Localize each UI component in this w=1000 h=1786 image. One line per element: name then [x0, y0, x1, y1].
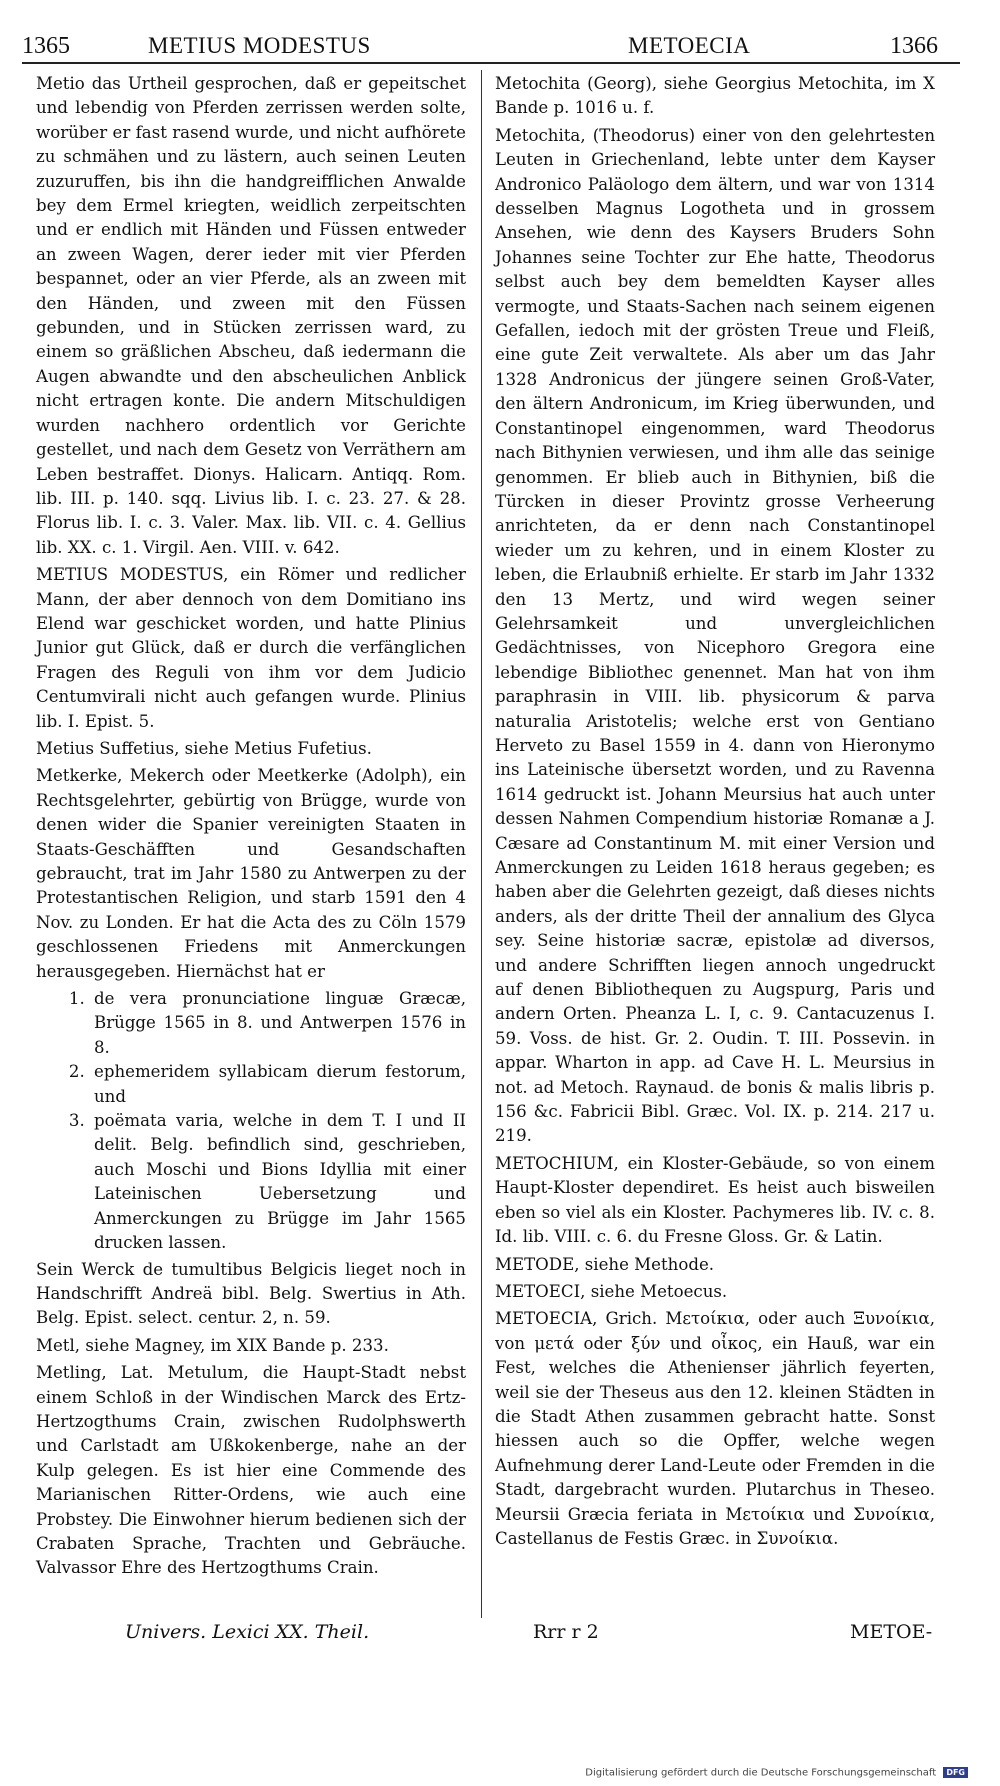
works-list-item: 3. poëmata varia, welche in dem T. I und II delit. Belg. befindlich sind, geschrieben, auch Moschi und Bions Idyllia mit einer Lateinischen Uebersetzung und Anmerckungen zu Brügge im Jahr 1565 drucken lassen.: [90, 1109, 466, 1255]
entry-metius-modestus: METIUS MODESTUS, ein Römer und redlicher Mann, der aber dennoch von dem Domitiano ins Elend war geschicket worden, und hatte Plinius Junior gut Glück, daß er durch die verfänglichen Fragen des Reguli von ihm vor dem Judicio Centumvirali nicht auch gefangen wurde. Plinius lib. I. Epist. 5.: [36, 565, 466, 731]
entry-metius-fufetius-end: Metio das Urtheil gesprochen, daß er gepeitschet und lebendig von Pferden zerrissen werden solte, worüber er fast rasend wurde, und nicht aufhörete zu schmähen und zu lästern, auch seinen Leuten zuzuruffen, bis ihn die handgreifflichen Anwalde bey dem Ermel kriegten, weidlich zerpeitschten und er endlich mit Händen und Füssen entweder an zween Wagen, derer ieder mit vier Pferden bespannet, oder an vier Pferde, als an zween mit den Händen, und zween mit den Füssen gebunden, und in Stücken zerrissen ward, zu einem so gräßlichen Abscheu, daß iedermann die Augen abwandte und den abscheulichen Anblick nicht ertragen konte. Die andern Mitschuldigen wurden nachhero ordentlich vor Gerichte gestellet, und nach dem Gesetz von Verräthern am Leben bestraffet. Dionys. Halicarn. Antiqq. Rom. lib. III. p. 140. sqq. Livius lib. I. c. 23. 27. & 28. Florus lib. I. c. 3. Valer. Max. lib. VII. c. 4. Gellius lib. XX. c. 1. Virgil. Aen. VIII. v. 642.: [36, 74, 466, 557]
footer-catchword: METOE-: [850, 1621, 933, 1643]
works-list: [36, 987, 466, 1255]
left-column: [36, 72, 466, 1584]
works-list-item: 1. de vera pronunciatione linguæ Græcæ, Brügge 1565 in 8. und Antwerpen 1576 in 8.: [90, 987, 466, 1060]
entry-metode: METODE, siehe Methode.: [495, 1254, 715, 1274]
running-head-right: METOECIA: [628, 33, 751, 58]
entry-metochita-theodorus: Metochita, (Theodorus) einer von den gelehrtesten Leuten in Griechenland, lebte unter dem Kayser Andronico Paläologo dem ältern, und war von 1314 desselben Magnus Logotheta und in grossem Ansehen, wie denn des Kaysers Bruders Sohn Johannes seine Tochter zur Ehe hatte, Theodorus selbst auch bey dem bemeldten Kayser alles vermogte, und Staats-Sachen nach seinem eigenen Gefallen, iedoch mit der grösten Treue und Fleiß, eine gute Zeit verwaltete. Als aber um das Jahr 1328 Andronicus der jüngere seinen Groß-Vater, den ältern Andronicum, im Krieg überwunden, und Constantinopel eingenommen, ward Theodorus nach Bithynien verwiesen, und ihm alle das seinige genommen. Er blieb auch in Bithynien, biß die Türcken in dieser Provintz grosse Verheerung anrichteten, da er denn nach Constantinopel wieder um zu kehren, und in einem Kloster zu leben, die Erlaubniß erhielte. Er starb im Jahr 1332 den 13 Mertz, und wird wegen seiner Gelehrsamkeit und unvergleichlichen Gedächtnisses, von Nicephoro Gregora eine lebendige Bibliothec genennet. Man hat von ihm paraphrasin in VIII. lib. physicorum & parva naturalia Aristotelis; welche erst von Gentiano Herveto zu Basel 1559 in 4. dann von Hieronymo ins Lateinische übersetzt worden, und zu Ravenna 1614 gedruckt ist. Johann Meursius hat auch unter dessen Nahmen Compendium historiæ Romanæ a J. Cæsare ad Constantinum M. mit einer Version und Anmerckungen zu Leiden 1618 heraus gegeben; es haben aber die Gelehrten gezeigt, daß dieses nichts anders, als der dritte Theil der annalium des Glyca sey. Seine historiæ sacræ, epistolæ ad diversos, und andere Schrifften liegen annoch ungedruckt auf denen Bibliothequen zu Augspurg, Paris und andern Orten. Pheanza L. I, c. 9. Cantacuzenus I. 59. Voss. de hist. Gr. 2. Oudin. T. III. Possevin. in appar. Wharton in app. ad Cave H. L. Meursius in not. ad Metoch. Raynaud. de bonis & malis libris p. 156 &c. Fabricii Bibl. Græc. Vol. IX. p. 214. 217 u. 219.: [495, 125, 935, 1146]
entry-metkerke: Metkerke, Mekerch oder Meetkerke (Adolph), ein Rechtsgelehrter, gebürtig von Brügge, wurde von denen wider die Spanier vereinigten Staaten in Staats-Geschäfften und Gesandschaften gebraucht, trat im Jahr 1580 zu Antwerpen zu der Protestantischen Religion, und starb 1591 den 4 Nov. zu Londen. Er hat die Acta des zu Cöln 1579 geschlossenen Friedens mit Anmerckungen herausgegeben. Hiernächst hat er: [36, 766, 466, 981]
digitization-credit: [585, 1767, 968, 1779]
entry-metius-suffetius: Metius Suffetius, siehe Metius Fufetius.: [36, 738, 372, 758]
entry-metling: Metling, Lat. Metulum, die Haupt-Stadt nebst einem Schloß in der Windischen Marck des Ertz-Hertzogthums Crain, zwischen Rudolphswerth und Carlstadt am Ußkokenberge, nahe an der Kulp gelegen. Es ist hier eine Commende des Marianischen Ritter-Ordens, wie auch eine Probstey. Die Einwohner hierum bedienen sich der Crabaten Sprache, Trachten und Gebräuche. Valvassor Ehre des Hertzogthums Crain.: [36, 1363, 466, 1578]
entry-metkerke-continued: Sein Werck de tumultibus Belgicis lieget noch in Handschrifft Andreä bibl. Belg. Swertius in Ath. Belg. Epist. select. centur. 2, n. 59.: [36, 1259, 466, 1328]
footer-volume-title: Univers. Lexici XX. Theil.: [125, 1621, 370, 1643]
entry-metochita-georg: Metochita (Georg), siehe Georgius Metochita, im X Bande p. 1016 u. f.: [495, 74, 935, 118]
column-divider: [481, 70, 482, 1618]
header-rule: [22, 62, 960, 64]
dfg-logo: DFG: [943, 1767, 968, 1778]
entry-metochium: METOCHIUM, ein Kloster-Gebäude, so von einem Haupt-Kloster dependiret. Es heist auch bisweilen eben so viel als ein Kloster. Pachymeres lib. IV. c. 8. Id. lib. VIII. c. 6. du Fresne Gloss. Gr. & Latin.: [495, 1153, 935, 1247]
page-number-right: 1366: [890, 33, 938, 59]
right-column: [495, 72, 935, 1554]
footer-signature-mark: Rrr r 2: [533, 1621, 599, 1643]
running-head-left: METIUS MODESTUS: [148, 33, 371, 58]
page-number-left: 1365: [22, 33, 70, 59]
entry-metl: Metl, siehe Magney, im XIX Bande p. 233.: [36, 1335, 389, 1355]
digitization-credit-text: Digitalisierung gefördert durch die Deutsche Forschungsgemeinschaft: [585, 1767, 937, 1778]
works-list-item: 2. ephemeridem syllabicam dierum festorum, und: [90, 1060, 466, 1109]
entry-metoecia: METOECIA, Grich. Μετοίκια, oder auch Ξυνοίκια, von μετά oder ξύν und οἶκος, ein Hauß, war ein Fest, welches die Athenienser jährlich feyerten, weil sie der Theseus aus den 12. kleinen Städten in die Stadt Athen zusammen gebracht hatte. Sonst hiessen auch so die Opffer, welche wegen Aufnehmung derer Land-Leute oder Fremden in die Stadt, dargebracht wurden. Plutarchus in Theseo. Meursii Græcia feriata in Μετοίκια und Συνοίκια, Castellanus de Festis Græc. in Συνοίκια.: [495, 1309, 935, 1548]
entry-metoeci: METOECI, siehe Metoecus.: [495, 1281, 728, 1301]
